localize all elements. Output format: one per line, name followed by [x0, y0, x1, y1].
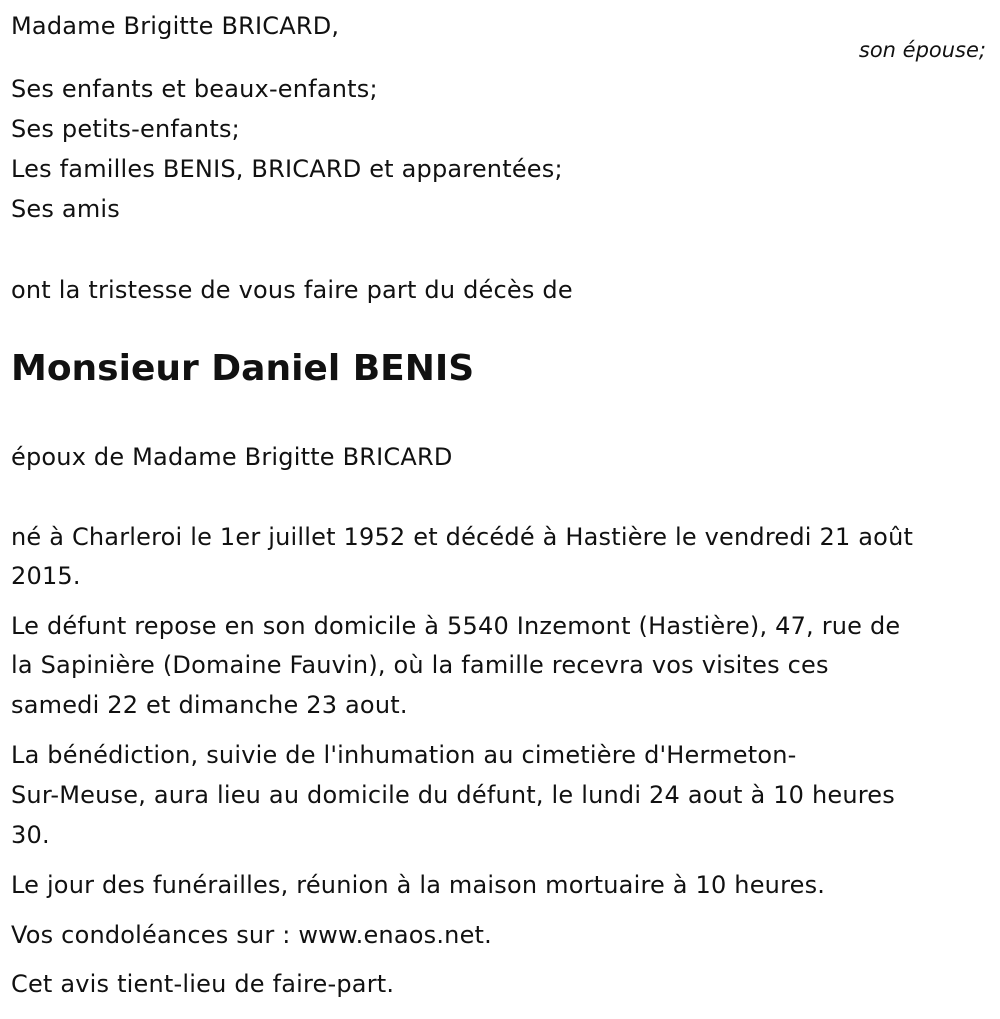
widow-name: Madame Brigitte BRICARD,	[11, 12, 340, 40]
family-line-families: Les familles BENIS, BRICARD et apparentées;	[11, 155, 563, 183]
funeral-meeting: Le jour des funérailles, réunion à la maison mortuaire à 10 heures.	[11, 871, 826, 899]
spouse-of: époux de Madame Brigitte BRICARD	[11, 443, 453, 471]
widow-relation: son épouse;	[858, 38, 986, 62]
family-line-friends: Ses amis	[11, 195, 120, 223]
rest-place-line-2: la Sapinière (Domaine Fauvin), où la famille recevra vos visites ces	[11, 651, 829, 679]
birth-death-line-2: 2015.	[11, 562, 81, 590]
ceremony-line-3: 30.	[11, 821, 50, 849]
ceremony-line-2: Sur-Meuse, aura lieu au domicile du défunt, le lundi 24 aout à 10 heures	[11, 781, 895, 809]
deceased-name: Monsieur Daniel BENIS	[11, 348, 475, 389]
birth-death-line-1: né à Charleroi le 1er juillet 1952 et décédé à Hastière le vendredi 21 août	[11, 523, 914, 551]
notice: Cet avis tient-lieu de faire-part.	[11, 970, 395, 998]
condolences: Vos condoléances sur : www.enaos.net.	[11, 921, 492, 949]
ceremony-line-1: La bénédiction, suivie de l'inhumation au cimetière d'Hermeton-	[11, 741, 797, 769]
rest-place-line-3: samedi 22 et dimanche 23 aout.	[11, 691, 408, 719]
family-line-grandchildren: Ses petits-enfants;	[11, 115, 240, 143]
family-line-children: Ses enfants et beaux-enfants;	[11, 75, 378, 103]
rest-place-line-1: Le défunt repose en son domicile à 5540 Inzemont (Hastière), 47, rue de	[11, 612, 901, 640]
intro-text: ont la tristesse de vous faire part du décès de	[11, 276, 573, 304]
